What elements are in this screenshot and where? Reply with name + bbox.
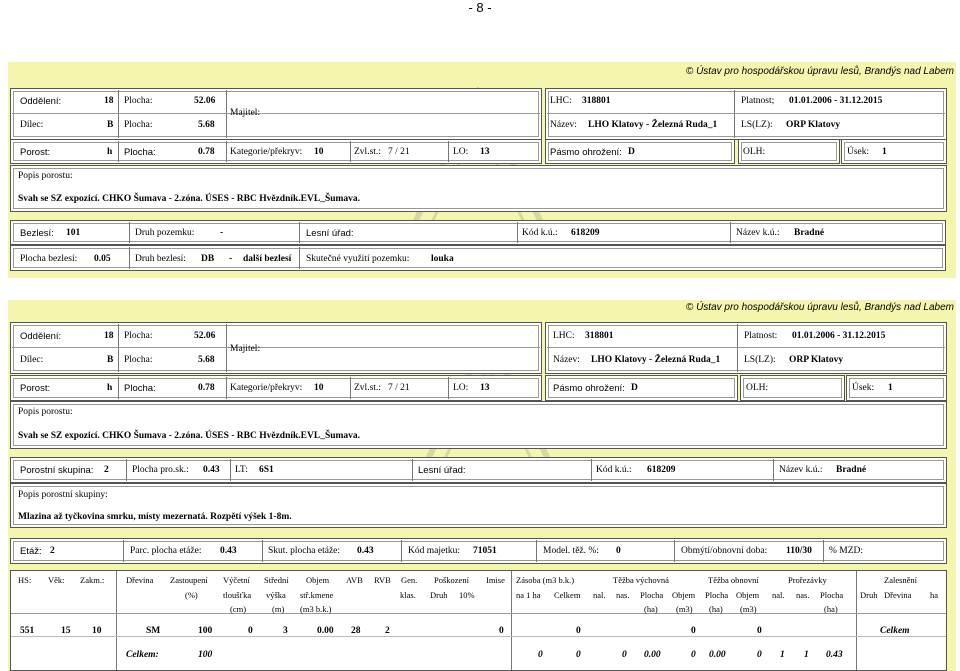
lo-value-2: 13 — [480, 383, 490, 393]
zvl-value: 7 / 21 — [388, 147, 410, 157]
porostni-skupina-label: Porostní skupina: — [20, 465, 94, 476]
porostni-skupina-value: 2 — [104, 465, 109, 475]
plocha2-label-2: Plocha: — [124, 355, 153, 365]
model-tez-value: 0 — [616, 546, 621, 556]
lt-label: LT: — [235, 465, 248, 475]
nazev-label-2: Název: — [553, 355, 580, 365]
col-tloustka: tloušťka — [223, 590, 252, 600]
plocha3-value: 0.78 — [198, 147, 215, 157]
cell-objem: 0.00 — [317, 626, 334, 636]
col-tv-m3: (m3) — [676, 604, 693, 614]
plocha2-value-2: 5.68 — [198, 355, 215, 365]
cell-tv-objem: 0 — [691, 626, 696, 636]
lo-value: 13 — [480, 147, 490, 157]
mzd-label: % MZD: — [829, 546, 864, 556]
zvl-label-2: Zvl.st.: — [354, 383, 381, 393]
col-zasoba: Zásoba (m3 b.k.) — [516, 575, 575, 585]
usek-value: 1 — [882, 147, 887, 157]
cell-zalesneni: Celkem — [880, 626, 910, 636]
olh-label: OLH: — [743, 147, 766, 157]
sum-tv-nas: 0 — [622, 650, 627, 660]
parc-plocha-label: Parc. plocha etáže: — [130, 546, 202, 556]
plocha-prosk-value: 0.43 — [203, 465, 220, 475]
majitel-label-2: Majitel: — [230, 344, 261, 354]
oddeleni-label-2: Oddělení: — [20, 331, 62, 342]
dalsi-bezlesi: další bezlesí — [243, 254, 292, 264]
col-pr-nal: nal. — [772, 590, 785, 600]
nazev-value: LHO Klatovy - Železná Ruda_1 — [588, 120, 718, 130]
col-pr-ha: (ha) — [824, 604, 838, 614]
col-tv-ha: (ha) — [644, 604, 658, 614]
porost-value: h — [107, 147, 113, 157]
ls-value-2: ORP Klatovy — [789, 355, 844, 365]
plocha-bezlesi-value: 0.05 — [94, 254, 111, 264]
kategorie-value-2: 10 — [314, 383, 324, 393]
kategorie-label: Kategorie/překryv: — [230, 147, 303, 157]
col-pr-nas: nas. — [796, 590, 810, 600]
druh-bezlesi-value: DB — [201, 254, 215, 264]
oddeleni-value-2: 18 — [104, 331, 114, 341]
sum-tv-objem: 0 — [691, 650, 696, 660]
col-avb: AVB — [346, 575, 363, 585]
col-pr-plocha: Plocha — [820, 590, 844, 600]
platnost-label: Platnost; — [741, 96, 775, 106]
olh-label-2: OLH: — [746, 383, 769, 393]
parc-plocha-value: 0.43 — [220, 546, 237, 556]
platnost-label-2: Platnost: — [744, 331, 778, 341]
vyuziti-value: louka — [431, 254, 454, 264]
skut-plocha-label: Skut. plocha etáže: — [268, 546, 341, 556]
col-to-m3: (m3) — [740, 604, 757, 614]
col-stredni: Střední — [264, 575, 289, 585]
cell-avb: 28 — [351, 626, 361, 636]
col-vyska: výška — [266, 590, 286, 600]
pasmo-value: D — [628, 147, 635, 157]
popis-label-2: Popis porostu: — [18, 407, 73, 417]
porost-value-2: h — [107, 383, 113, 393]
ls-label-2: LS(LZ): — [744, 355, 776, 365]
porost-label-2: Porost: — [20, 383, 51, 394]
oddeleni-value: 18 — [104, 96, 114, 106]
dilec-value-2: B — [107, 355, 114, 365]
oddeleni-label: Oddělení: — [20, 96, 62, 107]
porost-label: Porost: — [20, 147, 51, 158]
lhc-value-2: 318801 — [585, 331, 614, 341]
col-posk-pct: 10% — [459, 590, 475, 600]
col-klas: klas. — [400, 590, 416, 600]
cell-zastoupeni: 100 — [198, 626, 213, 636]
dilec-label-2: Dílec: — [20, 355, 44, 365]
col-zal-ha: ha — [930, 590, 939, 600]
cell-na1ha: 0 — [499, 626, 504, 636]
pasmo-label-2: Pásmo ohrožení: — [553, 383, 625, 394]
sum-pr-plocha: 0.43 — [826, 650, 843, 660]
druh-pozemku-value: - — [220, 228, 224, 238]
obmyti-label: Obmýtí/obnovní doba: — [681, 546, 768, 556]
col-rvb: RVB — [374, 575, 391, 585]
col-posk-druh: Druh — [430, 590, 448, 600]
plocha3-value-2: 0.78 — [198, 383, 215, 393]
cell-zakm: 10 — [92, 626, 102, 636]
popis-label: Popis porostu: — [18, 171, 73, 181]
cell-to-objem: 0 — [757, 626, 762, 636]
kod-majetku-label: Kód majetku: — [408, 546, 460, 556]
majitel-label: Majitel: — [230, 108, 261, 118]
popis-skupiny-label: Popis porostní skupiny: — [18, 490, 108, 500]
col-tezba-vychovna: Těžba výchovná — [613, 575, 669, 585]
col-tv-objem: Objem — [672, 590, 696, 600]
kod-ku-label: Kód k.ú.: — [522, 228, 558, 238]
plocha-bezlesi-label: Plocha bezlesí: — [20, 254, 78, 264]
col-cm: (cm) — [230, 604, 247, 614]
pasmo-value-2: D — [631, 383, 638, 393]
sum-pr-nas: 1 — [804, 650, 809, 660]
kod-ku-label-2: Kód k.ú.: — [596, 465, 632, 475]
lo-label: LO: — [453, 147, 469, 157]
sum-tv-plocha: 0.00 — [644, 650, 661, 660]
plocha-prosk-label: Plocha pro.sk.: — [132, 465, 189, 475]
obmyti-value: 110/30 — [786, 546, 812, 556]
kod-ku-value-2: 618209 — [647, 465, 676, 475]
lhc-label-2: LHC: — [553, 331, 575, 341]
dilec-value: B — [107, 120, 114, 130]
col-m3bk: (m3 b.k.) — [300, 604, 332, 614]
plocha-value-2: 52.06 — [194, 331, 216, 341]
nazev-ku-label: Název k.ú.: — [736, 228, 780, 238]
kategorie-value: 10 — [314, 147, 324, 157]
lesni-urad-label-2: Lesní úřad: — [418, 465, 466, 476]
nazev-label: Název: — [550, 120, 577, 130]
lesni-urad-label: Lesní úřad: — [306, 228, 354, 239]
col-zal-drevina: Dřevina — [884, 590, 912, 600]
plocha3-label: Plocha: — [124, 147, 156, 158]
col-hs: HS: — [18, 575, 32, 585]
copyright-2: © Ústav pro hospodářskou úpravu lesů, Brandýs nad Labem — [685, 302, 954, 313]
col-to-ha: (ha) — [709, 604, 723, 614]
sum-celkem: 0 — [576, 650, 581, 660]
col-objem: Objem — [306, 575, 330, 585]
col-vek: Věk: — [48, 575, 65, 585]
bezlesi-value: 101 — [66, 228, 81, 238]
lt-value: 6S1 — [259, 465, 274, 475]
col-zalesneni: Zalesnění — [884, 575, 918, 585]
popis-skupiny-value: Mlazina až tyčkovina smrku, místy mezernatá. Rozpětí výšek 1-8m. — [18, 512, 292, 522]
nazev-ku-label-2: Název k.ú.: — [779, 465, 823, 475]
bezlesi-label: Bezlesí: — [20, 228, 54, 239]
sum-to-plocha: 0.00 — [709, 650, 726, 660]
cell-hs: 551 — [20, 626, 35, 636]
cell-rvb: 2 — [385, 626, 390, 636]
cell-vycetni: 0 — [248, 626, 253, 636]
col-tv-plocha: Plocha — [640, 590, 664, 600]
ls-value: ORP Klatovy — [786, 120, 841, 130]
plocha-value: 52.06 — [194, 96, 216, 106]
section-porostni-skupina — [8, 300, 956, 671]
nazev-ku-value-2: Bradné — [836, 465, 867, 475]
col-tv-nas: nas. — [616, 590, 630, 600]
col-to-plocha: Plocha — [705, 590, 729, 600]
dilec-label: Dílec: — [20, 120, 44, 130]
section-bezlesi — [8, 62, 956, 278]
lhc-label: LHC: — [550, 96, 572, 106]
cell-vek: 15 — [61, 626, 71, 636]
col-zastoupeni: Zastoupení — [170, 575, 208, 585]
plocha2-label: Plocha: — [124, 120, 153, 130]
sum-zastoupeni: 100 — [198, 650, 213, 660]
nazev-ku-value: Bradné — [794, 228, 825, 238]
sum-label: Celkem: — [126, 650, 159, 660]
platnost-value-2: 01.01.2006 - 31.12.2015 — [792, 331, 886, 341]
sum-na1ha: 0 — [538, 650, 543, 660]
druh-bezlesi-dash: - — [229, 254, 233, 264]
col-imise: Imise — [486, 575, 505, 585]
plocha-label-2: Plocha: — [124, 331, 153, 341]
zvl-value-2: 7 / 21 — [388, 383, 410, 393]
model-tez-label: Model. těž. %: — [543, 546, 599, 556]
col-gen: Gen. — [401, 575, 418, 585]
col-tezba-obnovni: Těžba obnovní — [708, 575, 759, 585]
skut-plocha-value: 0.43 — [357, 546, 374, 556]
zvl-label: Zvl.st.: — [354, 147, 381, 157]
nazev-value-2: LHO Klatovy - Železná Ruda_1 — [591, 355, 721, 365]
platnost-value: 01.01.2006 - 31.12.2015 — [789, 96, 883, 106]
col-zastoupeni-unit: (%) — [185, 590, 198, 600]
col-poskozeni: Poškození — [434, 575, 469, 585]
col-to-objem: Objem — [736, 590, 760, 600]
col-na1ha: na 1 ha — [516, 590, 541, 600]
sum-pr-nal: 1 — [780, 650, 785, 660]
vyuziti-label: Skutečné využití pozemku: — [306, 254, 410, 264]
col-drevina: Dřevina — [126, 575, 154, 585]
col-m: (m) — [272, 604, 285, 614]
cell-drevina: SM — [146, 626, 161, 636]
copyright: © Ústav pro hospodářskou úpravu lesů, Brandýs nad Labem — [685, 66, 954, 77]
col-zal-druh: Druh — [860, 590, 878, 600]
col-zakm: Zakm.: — [80, 575, 105, 585]
cell-stredni: 3 — [283, 626, 288, 636]
page-number: - 8 - — [468, 0, 492, 15]
lo-label-2: LO: — [453, 383, 469, 393]
popis-value: Svah se SZ expozicí. CHKO Šumava - 2.zóna. ÚSES - RBC Hvězdník.EVL_Šumava. — [18, 194, 361, 204]
col-prorezavky: Prořezávky — [788, 575, 827, 585]
plocha2-value: 5.68 — [198, 120, 215, 130]
etaz-value: 2 — [50, 546, 55, 556]
col-celkem: Celkem — [554, 590, 581, 600]
druh-bezlesi-label: Druh bezlesí: — [135, 254, 186, 264]
col-vycetni: Výčetní — [223, 575, 250, 585]
cell-celkem: 0 — [576, 626, 581, 636]
usek-value-2: 1 — [888, 383, 893, 393]
lhc-value: 318801 — [582, 96, 611, 106]
sum-to-objem: 0 — [757, 650, 762, 660]
ls-label: LS(LZ): — [741, 120, 773, 130]
kod-ku-value: 618209 — [571, 228, 600, 238]
kod-majetku-value: 71051 — [473, 546, 497, 556]
kategorie-label-2: Kategorie/překryv: — [230, 383, 303, 393]
col-strkmene: stř.kmene — [300, 590, 334, 600]
col-tv-nal: nal. — [593, 590, 606, 600]
header-left-box — [10, 88, 542, 140]
plocha-label: Plocha: — [124, 96, 153, 106]
usek-label: Úsek: — [847, 147, 870, 157]
popis-value-2: Svah se SZ expozicí. CHKO Šumava - 2.zóna. ÚSES - RBC Hvězdník.EVL_Šumava. — [18, 431, 361, 441]
usek-label-2: Úsek: — [852, 383, 875, 393]
etaz-label: Etáž: — [20, 546, 42, 557]
pasmo-label: Pásmo ohrožení: — [550, 147, 622, 158]
druh-pozemku-label: Druh pozemku: — [135, 228, 195, 238]
plocha3-label-2: Plocha: — [124, 383, 156, 394]
